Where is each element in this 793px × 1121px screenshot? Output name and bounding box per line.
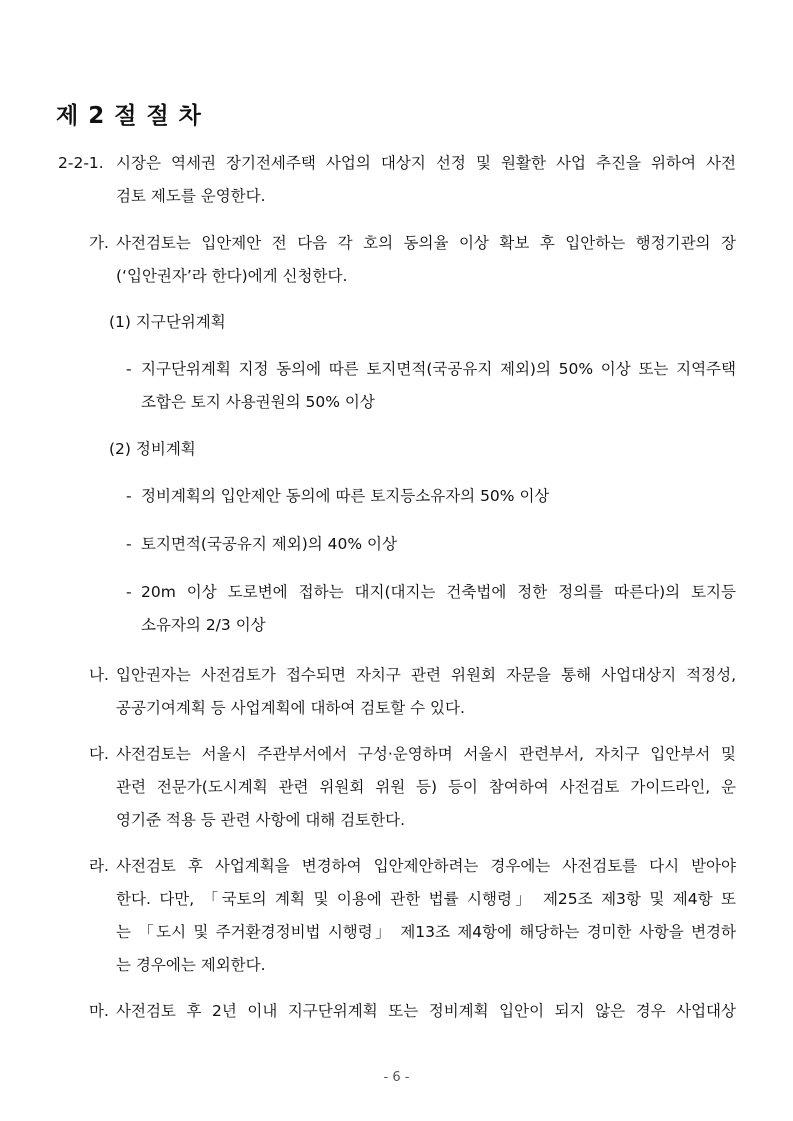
sub2-bullet-3-marker: - [126,583,132,601]
sub2-bullet-1-line-1: 정비계획의 입안제안 동의에 따른 토지등소유자의 50% 이상 [141,487,550,505]
sub2-bullet-1-marker: - [126,487,132,505]
item-ra-line-2: 한다. 다만, 「국토의 계획 및 이용에 관한 법률 시행령」 제25조 제3항 및 제4항 또 [116,890,736,908]
item-da-line-2: 관련 전문가(도시계획 관련 위원회 위원 등) 등이 참여하여 사전검토 가이드라인, 운 [116,778,736,796]
item-da-line-1: 사전검토는 서울시 주관부서에서 구성·운영하며 서울시 관련부서, 자치구 입안부서 및 [116,745,736,763]
sub2-title: (2) 정비계획 [109,440,196,458]
section-heading: 제 2 절 절 차 [56,103,202,129]
sub2-bullet-3-line-1: 20m 이상 도로변에 접하는 대지(대지는 건축법에 정한 정의를 따른다)의 토지등 [141,583,736,601]
sub1-bullet-line-1: 지구단위계획 지정 동의에 따른 토지면적(국공유지 제외)의 50% 이상 또는 지역주택 [141,360,736,378]
item-ra-line-4: 는 경우에는 제외한다. [116,956,266,974]
item-ga-line-2: (‘입안권자’라 한다)에게 신청한다. [116,267,348,285]
item-ma-marker: 마. [89,1002,109,1020]
item-na-line-1: 입안권자는 사전검토가 접수되면 자치구 관련 위원회 자문을 통해 사업대상지 적정성, [116,666,736,684]
clause-line-1: 시장은 역세권 장기전세주택 사업의 대상지 선정 및 원활한 사업 추진을 위하여 사전 [116,154,736,172]
item-ra-line-3: 는 「도시 및 주거환경정비법 시행령」 제13조 제4항에 해당하는 경미한 사항을 변경하 [116,923,736,941]
item-ga-marker: 가. [89,234,109,252]
page-number: - 6 - [383,1070,410,1085]
item-da-line-3: 영기준 적용 등 관련 사항에 대해 검토한다. [116,811,406,829]
sub2-bullet-3-line-2: 소유자의 2/3 이상 [141,616,266,634]
item-ra-line-1: 사전검토 후 사업계획을 변경하여 입안제안하려는 경우에는 사전검토를 다시 받아야 [116,857,736,875]
sub1-title: (1) 지구단위계획 [109,313,226,331]
clause-line-2: 검토 제도를 운영한다. [116,187,266,205]
item-ga-line-1: 사전검토는 입안제안 전 다음 각 호의 동의율 이상 확보 후 입안하는 행정기관의 장 [116,234,736,252]
item-ra-marker: 라. [89,857,109,875]
sub2-bullet-2-marker: - [126,535,132,553]
sub1-bullet-marker: - [126,360,132,378]
sub1-bullet-line-2: 조합은 토지 사용권원의 50% 이상 [141,393,375,411]
item-na-marker: 나. [89,666,109,684]
clause-number: 2-2-1. [58,154,104,172]
sub2-bullet-2-line-1: 토지면적(국공유지 제외)의 40% 이상 [141,535,397,553]
item-ma-line-1: 사전검토 후 2년 이내 지구단위계획 또는 정비계획 입안이 되지 않은 경우 사업대상 [116,1002,736,1020]
item-da-marker: 다. [89,745,109,763]
item-na-line-2: 공공기여계획 등 사업계획에 대하여 검토할 수 있다. [116,699,465,717]
